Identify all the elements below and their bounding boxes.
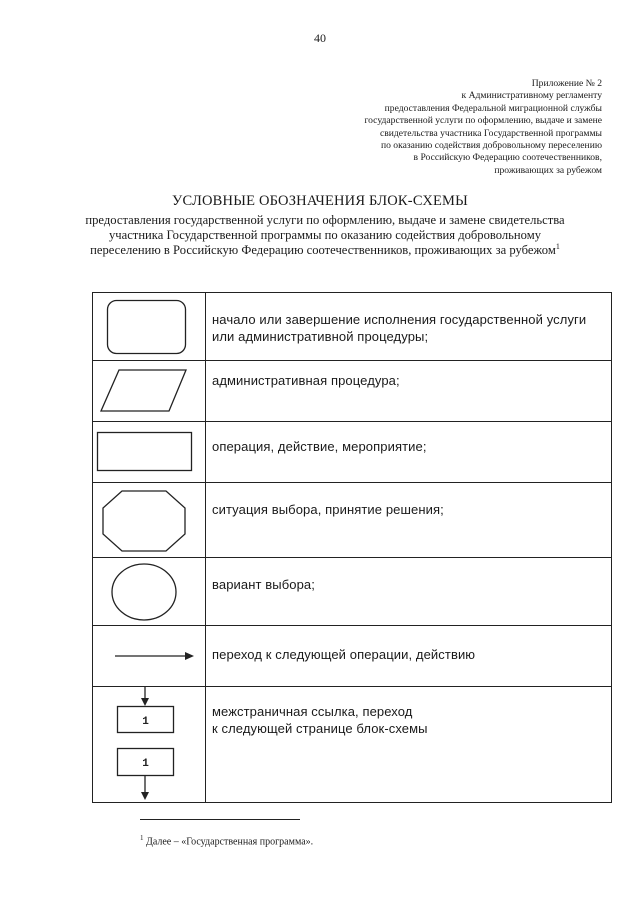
document-title: УСЛОВНЫЕ ОБОЗНАЧЕНИЯ БЛОК-СХЕМЫ — [172, 193, 468, 209]
symbol-description: административная процедура; — [206, 361, 612, 422]
rounded-rectangle-icon — [93, 293, 205, 360]
subtitle-line: переселению в Российскую Федерацию соотечественников, проживающих за рубежом$^1$ — [90, 242, 560, 258]
legend-table — [92, 292, 612, 803]
appendix-line: по оказанию содействия добровольному переселению — [380, 140, 602, 152]
footnote-mark: 1 — [140, 834, 144, 842]
symbol-description: переход к следующей операции, действию — [206, 626, 612, 687]
document-subtitle — [70, 213, 580, 259]
legend-row — [93, 483, 612, 558]
footnote — [140, 834, 313, 847]
rectangle-icon — [93, 422, 205, 482]
symbol-description: ситуация выбора, принятие решения; — [206, 483, 612, 558]
legend-row — [93, 558, 612, 626]
legend-row — [93, 422, 612, 483]
footnote-reference[interactable]: 1 — [555, 242, 560, 252]
symbol-cell — [93, 293, 206, 361]
appendix-line: проживающих за рубежом — [494, 164, 602, 176]
symbol-cell — [93, 558, 206, 626]
octagon-icon — [93, 483, 205, 557]
page-number: 40 — [314, 31, 326, 45]
footnote-separator — [140, 819, 300, 820]
legend-row — [93, 293, 612, 361]
appendix-heading — [302, 78, 602, 177]
appendix-line: свидетельства участника Государственной программы — [379, 127, 602, 139]
appendix-line: в Российскую Федерацию соотечественников, — [413, 152, 602, 164]
appendix-line: Приложение № 2 — [531, 78, 602, 89]
appendix-line: к Административному регламенту — [461, 90, 602, 102]
symbol-cell — [93, 483, 206, 558]
ellipse-icon — [93, 558, 205, 625]
appendix-line: предоставления Федеральной миграционной службы — [384, 102, 602, 114]
page-connector-icon — [93, 687, 205, 802]
symbol-description: вариант выбора; — [206, 558, 612, 626]
symbol-description: операция, действие, мероприятие; — [206, 422, 612, 483]
legend-row — [93, 626, 612, 687]
symbol-cell — [93, 687, 206, 803]
connector-label: 1 — [142, 716, 149, 728]
legend-row — [93, 361, 612, 422]
symbol-cell — [93, 422, 206, 483]
symbol-description: межстраничная ссылка, переход к следующей странице блок-схемы — [206, 687, 612, 803]
appendix-line: государственной услуги по оформлению, выдаче и замене — [364, 115, 602, 127]
symbol-cell — [93, 361, 206, 422]
legend-row — [93, 687, 612, 803]
symbol-description: начало или завершение исполнения государственной услуги или административной процедуры; — [206, 293, 612, 361]
arrow-right-icon — [93, 626, 205, 686]
subtitle-line: предоставления государственной услуги по оформлению, выдаче и замене свидетельства — [85, 213, 565, 227]
subtitle-line: участника Государственной программы по оказанию содействия добровольному — [109, 228, 541, 243]
symbol-cell — [93, 626, 206, 687]
parallelogram-icon — [93, 361, 205, 421]
connector-label: 1 — [142, 758, 149, 770]
footnote-text: Далее – «Государственная программа». — [146, 836, 314, 848]
